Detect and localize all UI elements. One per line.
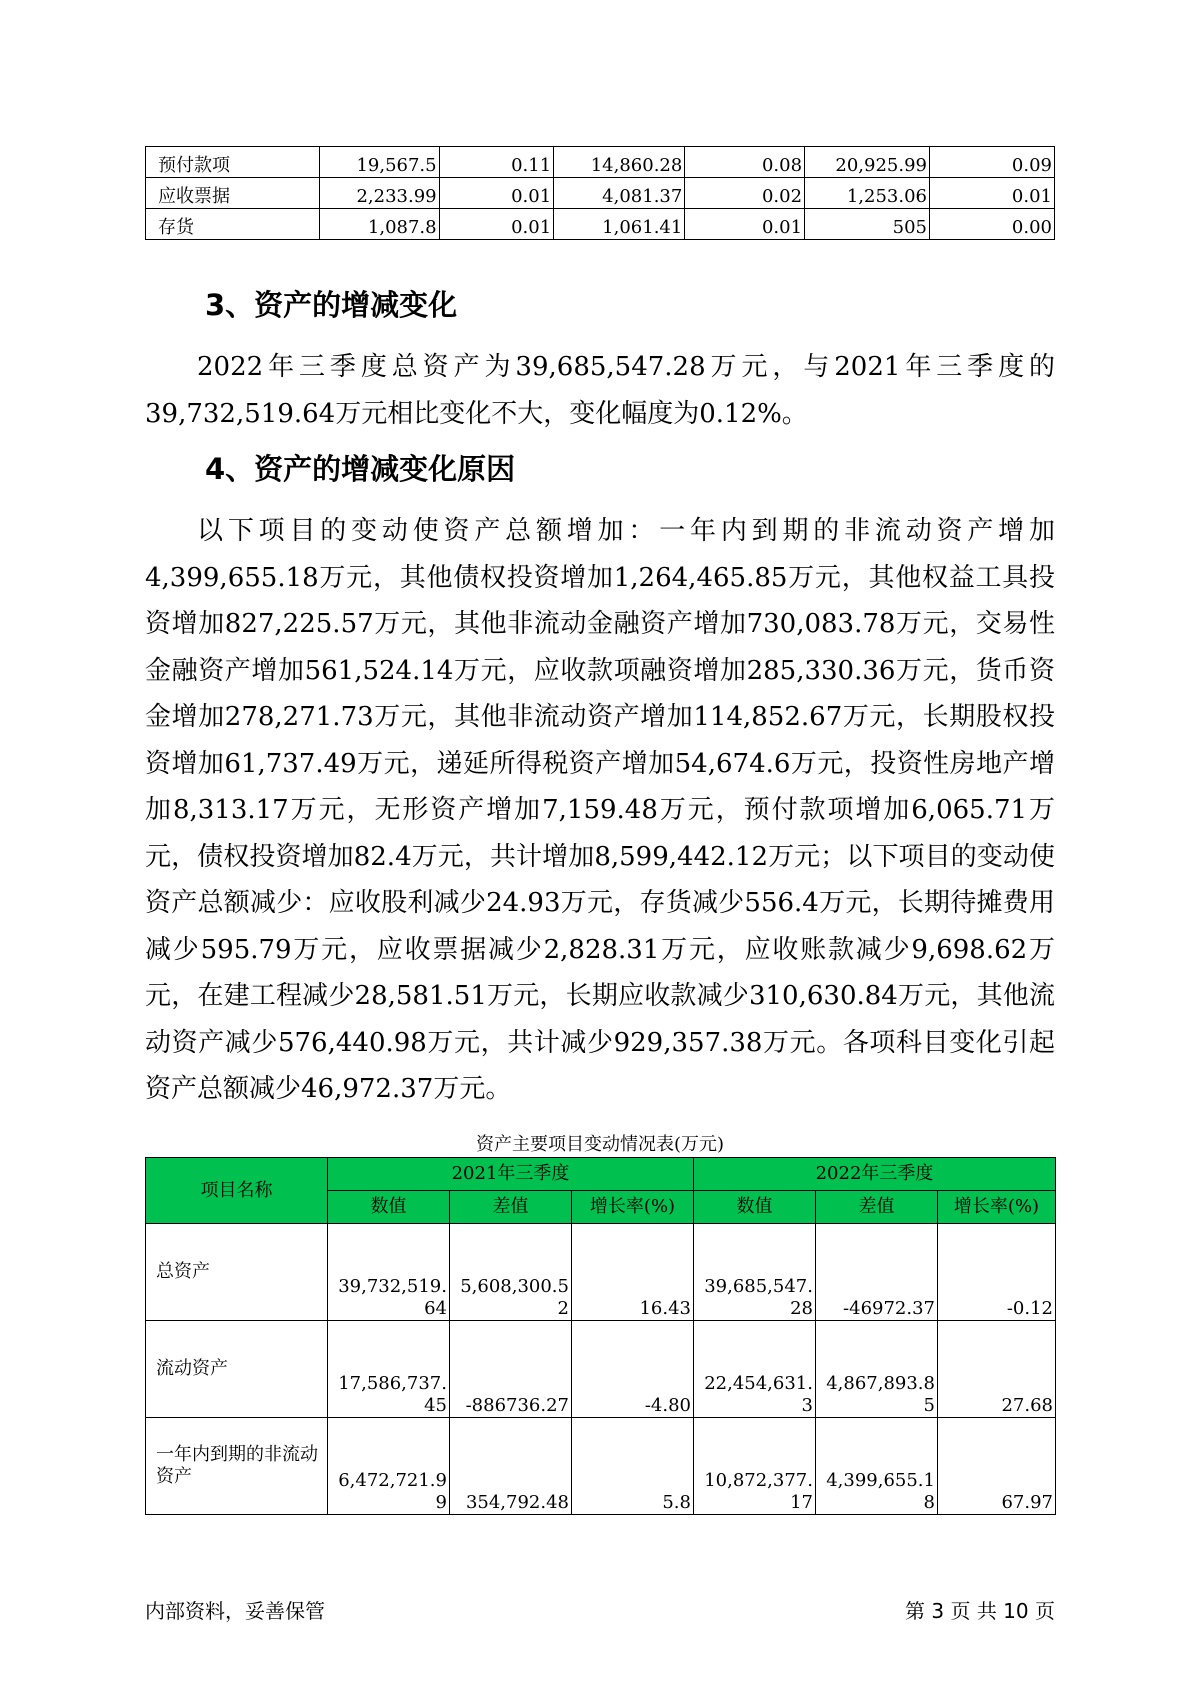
table-cell: 14,860.28 bbox=[554, 147, 685, 178]
table-cell: -46972.37 bbox=[816, 1224, 938, 1321]
table-cell: 19,567.5 bbox=[319, 147, 439, 178]
table-header-row bbox=[146, 1158, 1056, 1191]
table-row bbox=[146, 209, 1055, 240]
table-cell: 总资产 bbox=[146, 1224, 328, 1321]
table-cell: -0.12 bbox=[938, 1224, 1056, 1321]
table-cell: 0.09 bbox=[930, 147, 1055, 178]
top-table bbox=[145, 146, 1055, 240]
column-header-diff: 差值 bbox=[816, 1191, 938, 1224]
table-cell: 0.01 bbox=[439, 178, 554, 209]
table-cell: -4.80 bbox=[572, 1321, 694, 1418]
table-row bbox=[146, 1418, 1056, 1515]
table-cell: 1,087.8 bbox=[319, 209, 439, 240]
table-cell: 16.43 bbox=[572, 1224, 694, 1321]
table-cell: 0.08 bbox=[685, 147, 805, 178]
section-paragraph: 以下项目的变动使资产总额增加：一年内到期的非流动资产增加4,399,655.18万元，其他债权投资增加1,264,465.85万元，其他权益工具投资增加827,225.57万元，其他非流动金融资产增加730,083.78万元，交易性金融资产增加561,524.14万元，应收款项融资增加285,330.36万元，货币资金增加278,271.73万元，其他非流动资产增加114,852.67万元，长期股权投资增加61,737.49万元，递延所得税资产增加54,674.6万元，投资性房地产增加8,313.17万元，无形资产增加7,159.48万元，预付款项增加6,065.71万元，债权投资增加82.4万元，共计增加8,599,442.12万元；以下项目的变动使资产总额减少：应收股利减少24.93万元，存货减少556.4万元，长期待摊费用减少595.79万元，应收票据减少2,828.31万元，应收账款减少9,698.62万元，在建工程减少28,581.51万元，长期应收款减少310,630.84万元，其他流动资产减少576,440.98万元，共计减少929,357.38万元。各项科目变化引起资产总额减少46,972.37万元。 bbox=[145, 516, 1055, 1104]
table-cell: 5.8 bbox=[572, 1418, 694, 1515]
table-cell: 4,867,893.85 bbox=[816, 1321, 938, 1418]
table-cell: 20,925.99 bbox=[805, 147, 930, 178]
table-cell: 4,081.37 bbox=[554, 178, 685, 209]
table-row bbox=[146, 1321, 1056, 1418]
footer-page-number: 第 3 页 共 10 页 bbox=[905, 1599, 1055, 1623]
table-cell: 17,586,737.45 bbox=[328, 1321, 450, 1418]
table-cell: 0.01 bbox=[439, 209, 554, 240]
table-cell: 67.97 bbox=[938, 1418, 1056, 1515]
column-header-name: 项目名称 bbox=[146, 1158, 328, 1224]
table-cell: 0.02 bbox=[685, 178, 805, 209]
table-cell: 0.00 bbox=[930, 209, 1055, 240]
table-row bbox=[146, 178, 1055, 209]
table-cell: 0.11 bbox=[439, 147, 554, 178]
footer-confidential: 内部资料，妥善保管 bbox=[145, 1599, 325, 1623]
column-header-period: 2022年三季度 bbox=[694, 1158, 1056, 1191]
asset-change-table bbox=[145, 1157, 1056, 1515]
table-cell: 应收票据 bbox=[146, 178, 320, 209]
table-cell: -886736.27 bbox=[450, 1321, 572, 1418]
table-cell: 10,872,377.17 bbox=[694, 1418, 816, 1515]
table-row bbox=[146, 1224, 1056, 1321]
table-cell: 流动资产 bbox=[146, 1321, 328, 1418]
table-cell: 一年内到期的非流动资产 bbox=[146, 1418, 328, 1515]
table-cell: 6,472,721.99 bbox=[328, 1418, 450, 1515]
column-header-rate: 增长率(%) bbox=[572, 1191, 694, 1224]
table-cell: 0.01 bbox=[685, 209, 805, 240]
table-caption: 资产主要项目变动情况表(万元) bbox=[475, 1134, 725, 1155]
column-header-value: 数值 bbox=[328, 1191, 450, 1224]
section-heading: 3、资产的增减变化 bbox=[205, 288, 458, 322]
table-row bbox=[146, 147, 1055, 178]
table-cell: 0.01 bbox=[930, 178, 1055, 209]
table-cell: 2,233.99 bbox=[319, 178, 439, 209]
table-cell: 5,608,300.52 bbox=[450, 1224, 572, 1321]
table-cell: 1,061.41 bbox=[554, 209, 685, 240]
table-cell: 1,253.06 bbox=[805, 178, 930, 209]
table-cell: 27.68 bbox=[938, 1321, 1056, 1418]
column-header-value: 数值 bbox=[694, 1191, 816, 1224]
section-heading: 4、资产的增减变化原因 bbox=[205, 452, 516, 486]
table-cell: 354,792.48 bbox=[450, 1418, 572, 1515]
table-cell: 22,454,631.3 bbox=[694, 1321, 816, 1418]
table-cell: 预付款项 bbox=[146, 147, 320, 178]
table-cell: 4,399,655.18 bbox=[816, 1418, 938, 1515]
section-paragraph: 2022年三季度总资产为39,685,547.28万元，与2021年三季度的39,732,519.64万元相比变化不大，变化幅度为0.12%。 bbox=[145, 352, 1055, 429]
table-cell: 存货 bbox=[146, 209, 320, 240]
table-cell: 505 bbox=[805, 209, 930, 240]
table-cell: 39,685,547.28 bbox=[694, 1224, 816, 1321]
column-header-diff: 差值 bbox=[450, 1191, 572, 1224]
column-header-rate: 增长率(%) bbox=[938, 1191, 1056, 1224]
table-cell: 39,732,519.64 bbox=[328, 1224, 450, 1321]
column-header-period: 2021年三季度 bbox=[328, 1158, 694, 1191]
